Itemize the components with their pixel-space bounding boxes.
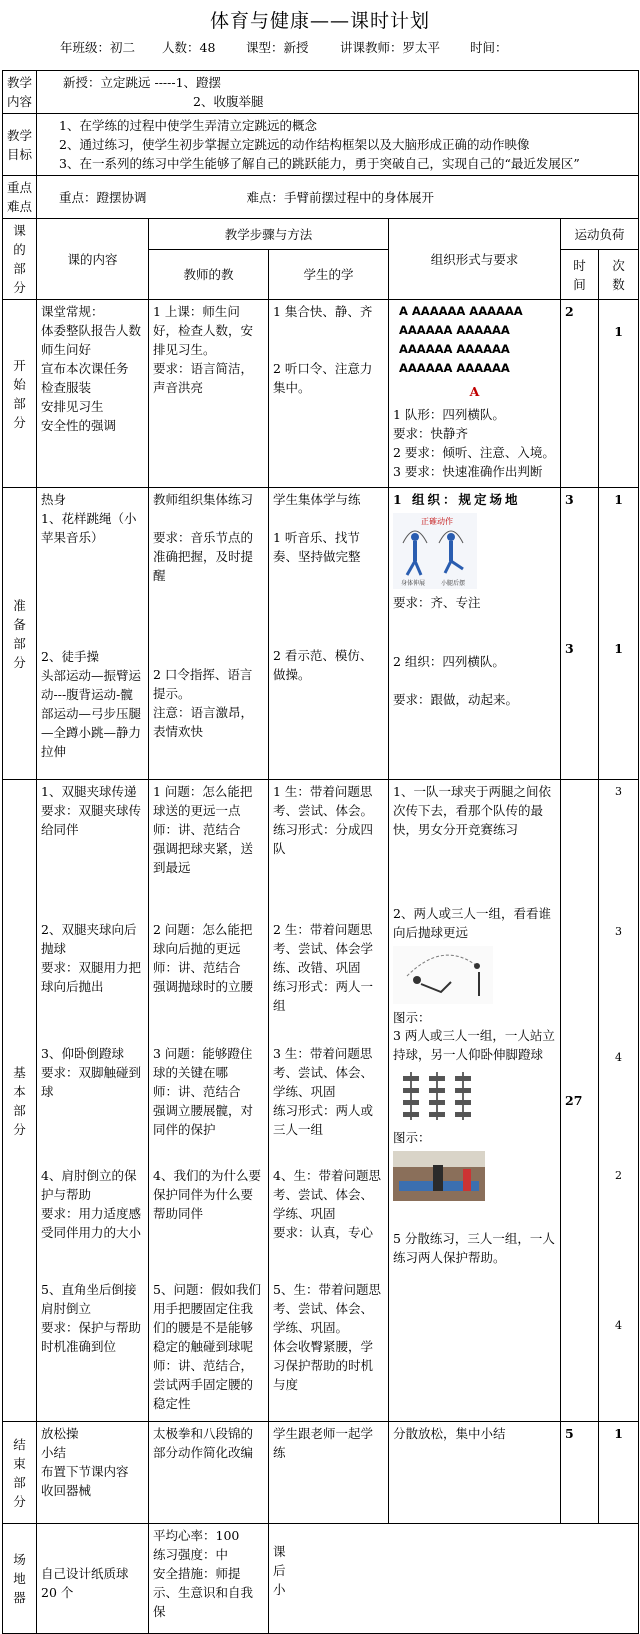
formation-diagram: A AAAAAA AAAAAA AAAAAA AAAAAA AAAAAA AAAAAA AAAAAA AAAAAA — [399, 304, 523, 375]
end-label: 结 束 部 分 — [3, 1422, 37, 1524]
header-row-1 — [3, 219, 639, 250]
basic-times: 3 3 4 2 4 — [599, 780, 639, 1422]
venue-row — [3, 1524, 639, 1634]
venue-stats: 平均心率：100 练习强度：中 安全措施：师提示、生意识和自我保 — [149, 1524, 269, 1634]
content-line2: 2、收腹举腿 — [193, 94, 264, 109]
start-student: 1 集合快、静、齐 2 听口令、注意力集中。 — [269, 300, 389, 488]
goals-label: 教学 目标 — [3, 114, 37, 176]
back-throw-figure — [393, 946, 493, 1004]
start-teacher: 1 上课：师生问好，检查人数，安排见习生。 要求：语言简洁，声音洪亮 — [149, 300, 269, 488]
header-time: 时 间 — [561, 250, 599, 300]
prep-org — [389, 488, 561, 780]
goals-row — [3, 114, 639, 176]
fig-caption: 正確动作 — [421, 517, 453, 526]
kick-ball-figure — [393, 1068, 493, 1124]
basic-total-time: 27 — [561, 780, 599, 1422]
goal-item: 3、在一系列的练习中学生能够了解自己的跳跃能力，勇于突破自己，实现自己的“最近发展区” — [59, 156, 580, 171]
meta-time: 时间： — [470, 40, 508, 55]
prep-student: 学生集体学与练 1 听音乐、找节奏、坚持做完整 2 看示范、模仿、做操。 — [269, 488, 389, 780]
prep-row — [3, 488, 639, 780]
basic-org: 1、一队一球夹于两腿之间依次传下去，看那个队传的最快，男女分开竞赛练习 2、两人或三人一组，看看谁向后抛球更远 图示： 3 两人或三人一组，一人站立持球，另一人仰卧伸脚蹬球 图示： 5 分散练习，三人一组，一人练习两人保护帮助。 — [389, 780, 561, 1422]
content-row — [3, 71, 639, 114]
end-org: 分散放松，集中小结 — [389, 1422, 561, 1524]
header-load: 运动负荷 — [561, 219, 639, 250]
prep-time: 3 3 — [561, 488, 599, 780]
end-times: 1 — [599, 1422, 639, 1524]
end-teacher: 太极拳和八段锦的部分动作简化改编 — [149, 1422, 269, 1524]
fig-label: 身体伸展 — [401, 580, 426, 587]
start-times: 1 — [599, 300, 639, 488]
header-part: 课 的 部 分 — [3, 219, 37, 300]
meta-teacher: 讲课教师：罗太平 — [340, 40, 441, 55]
header-org: 组织形式与要求 — [389, 219, 561, 300]
header-times: 次 数 — [599, 250, 639, 300]
meta-count: 人数：48 — [162, 40, 216, 55]
prep-org1b: 要求：齐、专注 — [393, 595, 481, 610]
focus-label: 重点 难点 — [3, 176, 37, 219]
focus-difficult: 难点：手臂前摆过程中的身体展开 — [246, 189, 435, 205]
header-steps: 教学步骤与方法 — [149, 219, 389, 250]
venue-after: 课 后 小 — [269, 1524, 639, 1634]
prep-label: 准 备 部 分 — [3, 488, 37, 780]
content-line1: 新授：立定跳远 -----1、蹬摆 — [63, 75, 222, 90]
meta-grade: 年班级：初二 — [60, 40, 136, 55]
fig-label: 小腿后摆 — [441, 580, 466, 587]
focus-cell — [37, 176, 639, 219]
start-row — [3, 300, 639, 488]
basic-row — [3, 780, 639, 1422]
start-content: 课堂常规： 体委整队报告人数 师生问好 宣布本次课任务 检查服装 安排见习生 安全性的强调 — [37, 300, 149, 488]
goals-cell — [37, 114, 639, 176]
basic-student: 1 生：带着问题思考、尝试、体会。 练习形式：分成四队 2 生：带着问题思考、尝试、体会学练、改错、巩固 练习形式：两人一组 3 生：带着问题思考、尝试、体会、学练、巩固 练习形式：两人或三人一组 4、生：带着问题思考、尝试、体会、学练、巩固 要求：认真，专心 5、生：带着问题思考、尝试、体会、学练、巩固。 体会收臀紧腰，学习保护帮助的时机与度 — [269, 780, 389, 1422]
goal-item: 1、在学练的过程中使学生弄清立定跳远的概念 — [59, 118, 317, 133]
teacher-position-mark: A — [469, 384, 480, 399]
gym-photo — [393, 1151, 485, 1201]
prep-org1: 1 组织：规定场地 — [393, 492, 521, 507]
focus-key: 重点：蹬摆协调 — [59, 189, 147, 205]
prep-org2: 2 组织：四列横队。 要求：跟做，动起来。 — [393, 654, 519, 707]
end-content: 放松操 小结 布置下节课内容 收回器械 — [37, 1422, 149, 1524]
start-org: A AAAAAA AAAAAA AAAAAA AAAAAA AAAAAA AAAAAA AAAAAA AAAAAA A 1 队形：四列横队。 要求：快静齐 2 要求：倾听、注意、入境。 3 要求：快速准确作出判断 — [389, 300, 561, 488]
content-cell — [37, 71, 639, 114]
header-teacher: 教师的教 — [149, 250, 269, 300]
content-label: 教学 内容 — [3, 71, 37, 114]
end-row — [3, 1422, 639, 1524]
goal-item: 2、通过练习，使学生初步掌握立定跳远的动作结构框架以及大脑形成正确的动作映像 — [59, 137, 530, 152]
prep-content: 热身 1、花样跳绳（小苹果音乐） 2、徒手操 头部运动—振臂运动---腹背运动-髋部运动—弓步压腿—全蹲小跳—静力拉伸 — [37, 488, 149, 780]
focus-row — [3, 176, 639, 219]
basic-teacher: 1 问题：怎么能把球送的更远一点 师：讲、范结合 强调把球夹紧，送到最远 2 问题：怎么能把球向后抛的更远 师：讲、范结合 强调抛球时的立腰 3 问题：能够蹬住球的关键在哪 师：讲、范结合 强调立腰展髋，对同伴的保护 4、我们的为什么要保护同伴为什么要帮助同伴 5、问题：假如我们用手把腰固定住我们的腰是不是能够稳定的触碰到球呢 师：讲、范结合，尝试两手固定腰的稳定性 — [149, 780, 269, 1422]
start-time: 2 — [561, 300, 599, 488]
fig-label: 图示： — [393, 1130, 431, 1145]
rope-skipping-figure — [393, 513, 477, 589]
meta-type: 课型：新授 — [246, 40, 309, 55]
basic-content: 1、双腿夹球传递 要求：双腿夹球传给同伴 2、双腿夹球向后抛球 要求：双腿用力把球向后抛出 3、仰卧倒蹬球 要求：双脚触碰到球 4、肩肘倒立的保护与帮助 要求：用力适度感受同伴用力的大小 5、直角坐后倒接肩肘倒立 要求：保护与帮助时机准确到位 — [37, 780, 149, 1422]
page-title: 体育与健康——课时计划 — [209, 10, 430, 32]
fig-label: 图示： — [393, 1010, 431, 1025]
venue-label: 场 地 器 — [3, 1524, 37, 1634]
start-label: 开 始 部 分 — [3, 300, 37, 488]
header-student: 学生的学 — [269, 250, 389, 300]
end-student: 学生跟老师一起学练 — [269, 1422, 389, 1524]
basic-label: 基 本 部 分 — [3, 780, 37, 1422]
prep-teacher: 教师组织集体练习 要求：音乐节点的准确把握，及时提醒 2 口令指挥、语言提示。 注意：语言激昂，表情欢快 — [149, 488, 269, 780]
prep-times: 1 1 — [599, 488, 639, 780]
header-content: 课的内容 — [37, 219, 149, 300]
lesson-plan-table — [2, 70, 639, 1634]
venue-content: 自己设计纸质球 20 个 — [37, 1524, 149, 1634]
end-time: 5 — [561, 1422, 599, 1524]
